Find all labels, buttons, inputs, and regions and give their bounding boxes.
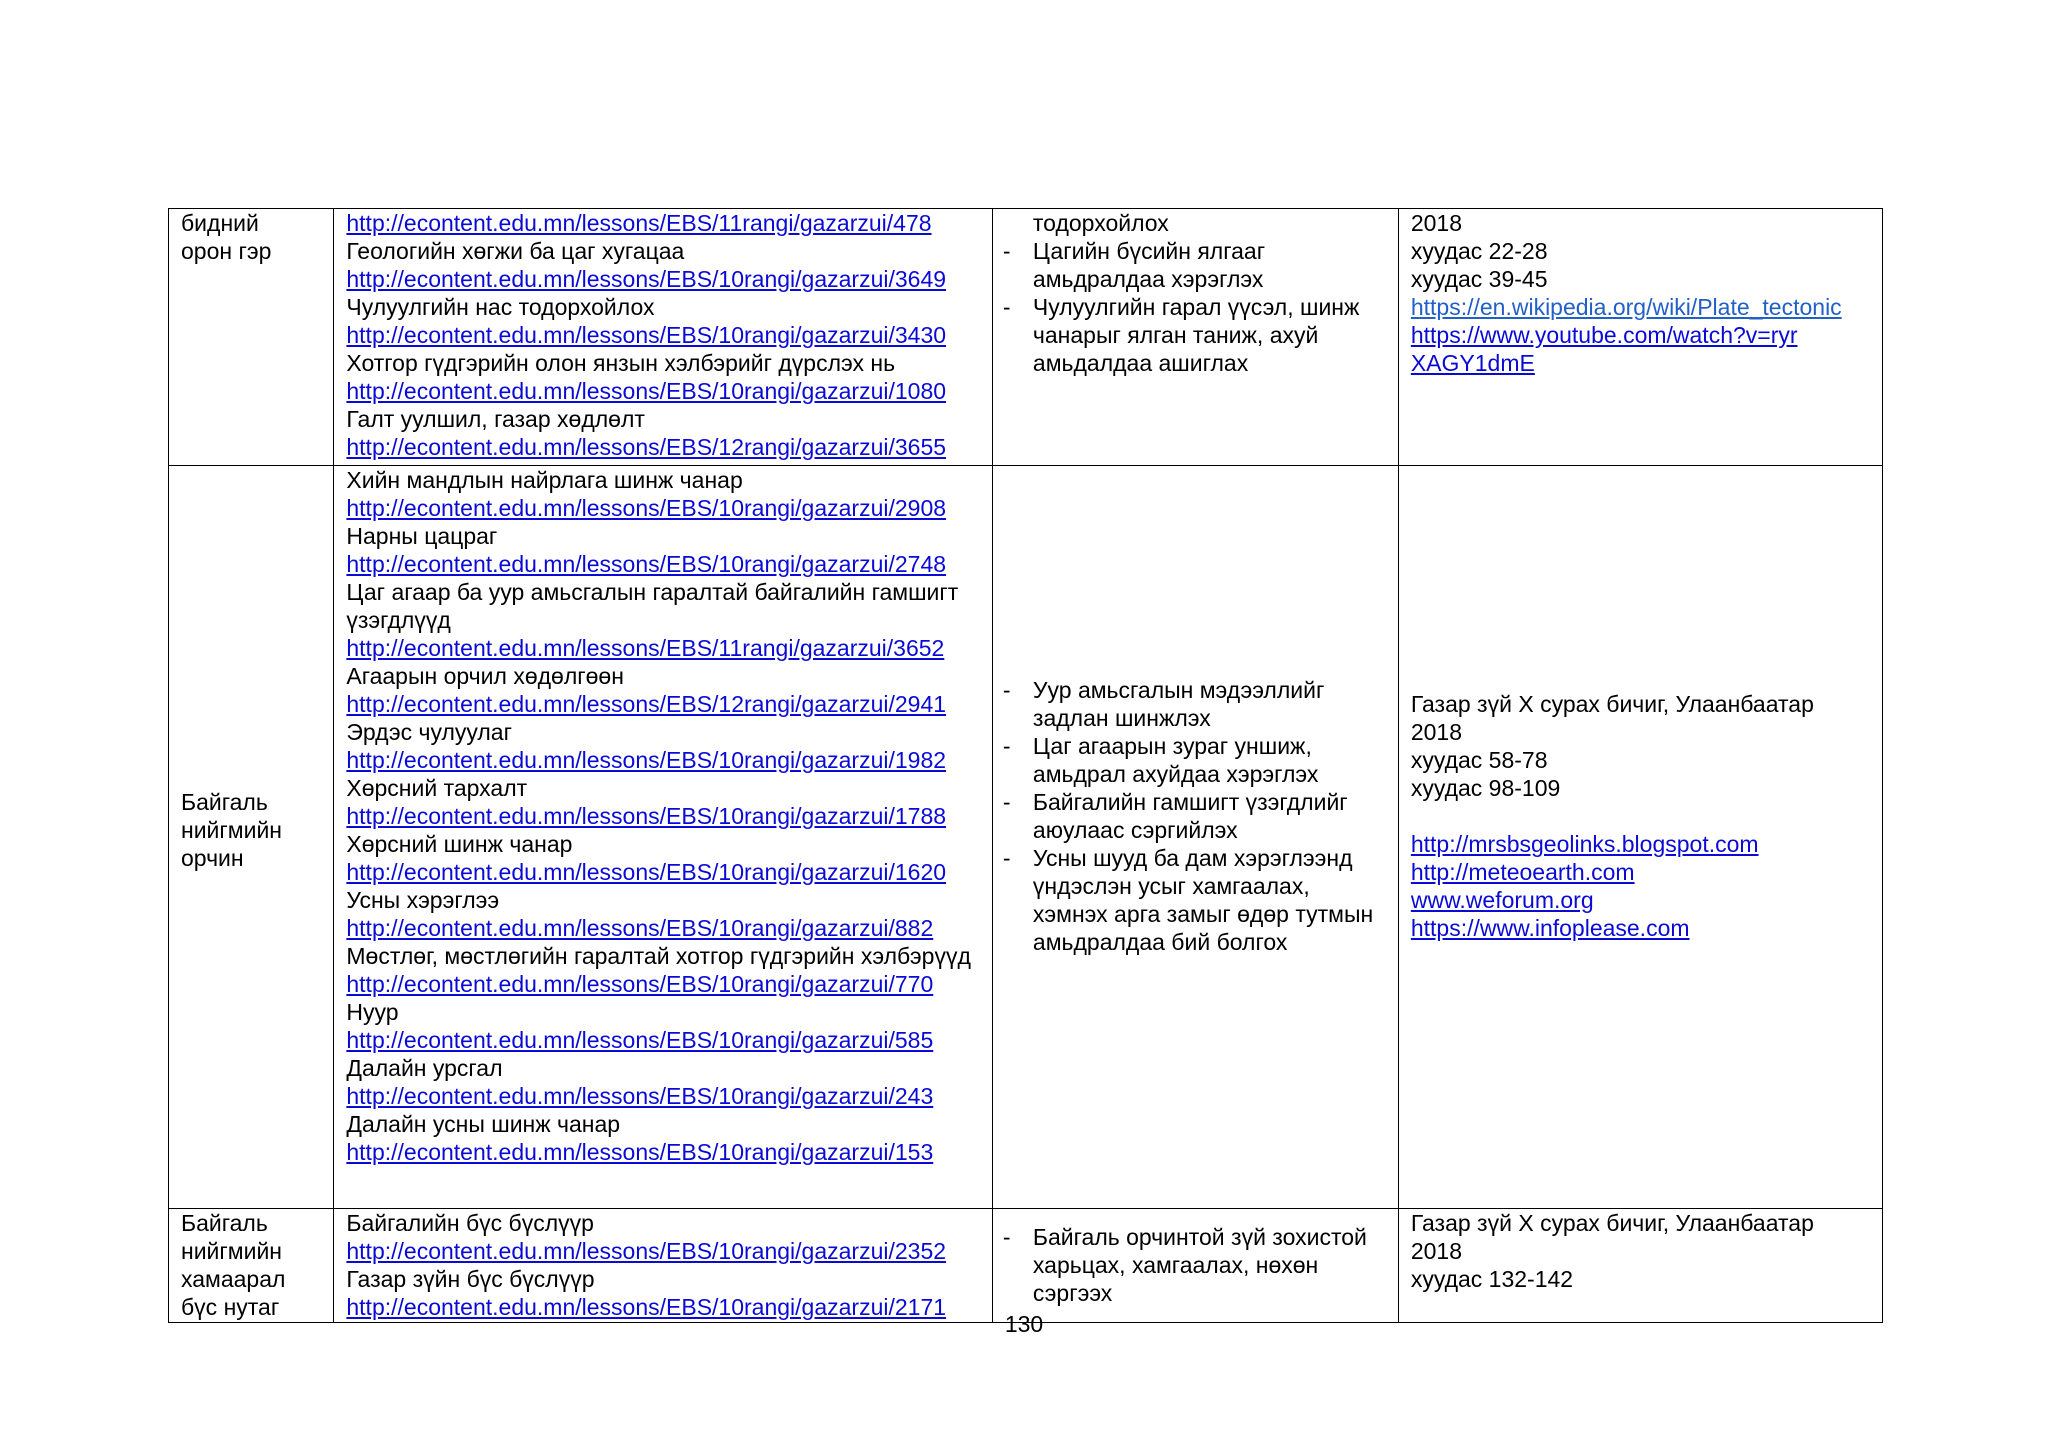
reference-text: Газар зүй X сурах бичиг, Улаанбаатар	[1410, 691, 1814, 717]
page-number: 130	[1004, 1311, 1044, 1337]
topic-line: Байгаль	[181, 789, 268, 815]
lessons-cell	[334, 466, 993, 1209]
lesson-title: Далайн урсгал	[346, 1055, 503, 1081]
skill-item: - Байгалийн гамшигт үзэгдлийг аюулаас сэргийлэх	[1003, 788, 1386, 844]
lesson-title: Хийн мандлын найрлага шинж чанар	[346, 467, 743, 493]
skill-item: - Чулуулгийн гарал үүсэл, шинж чанарыг ялган таниж, ахуй амьдалдаа ашиглах	[1003, 293, 1386, 377]
topic-cell	[169, 1209, 334, 1323]
topic-text	[181, 209, 321, 265]
skills-cell	[992, 209, 1398, 466]
lesson-title: Мөстлөг, мөстлөгийн гаралтай хотгор гүдгэрийн хэлбэрүүд	[346, 943, 971, 969]
lesson-title: Далайн усны шинж чанар	[346, 1111, 621, 1137]
skills-content	[1003, 1209, 1386, 1307]
lesson-link[interactable]: http://econtent.edu.mn/lessons/EBS/10rangi/gazarzui/1080	[346, 378, 947, 404]
skills-list	[1003, 237, 1386, 377]
lesson-link[interactable]: http://econtent.edu.mn/lessons/EBS/10rangi/gazarzui/2748	[346, 551, 947, 577]
lesson-link[interactable]: http://econtent.edu.mn/lessons/EBS/11rangi/gazarzui/478	[346, 210, 932, 236]
reference-text: хуудас 58-78	[1410, 747, 1548, 773]
skill-item: - Байгаль орчинтой зүй зохистой харьцах, хамгаалах, нөхөн сэргээх	[1003, 1223, 1386, 1307]
lesson-link[interactable]: http://econtent.edu.mn/lessons/EBS/10rangi/gazarzui/153	[346, 1139, 934, 1165]
skills-list	[1003, 1223, 1386, 1307]
topic-line: нийгмийн	[181, 1238, 282, 1264]
reference-link[interactable]: https://www.youtube.com/watch?v=ryr	[1410, 322, 1798, 348]
topic-line: Байгаль	[181, 1210, 268, 1236]
lesson-title: Цаг агаар ба уур амьсгалын гаралтай байгалийн гамшигт үзэгдлүүд	[346, 579, 959, 633]
lessons-cell	[334, 209, 993, 466]
skill-item: - Уур амьсгалын мэдээллийг задлан шинжлэх	[1003, 676, 1386, 732]
lesson-title: Эрдэс чулуулаг	[346, 719, 512, 745]
topic-line: хамаарал	[181, 1266, 286, 1292]
lesson-link[interactable]: http://econtent.edu.mn/lessons/EBS/12rangi/gazarzui/3655	[346, 434, 947, 460]
skills-content	[1003, 466, 1386, 956]
lesson-title: Галт уулшил, газар хөдлөлт	[346, 406, 645, 432]
lesson-title: Чулуулгийн нас тодорхойлох	[346, 294, 655, 320]
skills-list	[1003, 676, 1386, 956]
lesson-title: Усны хэрэглээ	[346, 887, 500, 913]
lesson-title: Хөрсний тархалт	[346, 775, 528, 801]
topic-line: орон гэр	[181, 238, 272, 264]
lesson-link[interactable]: http://econtent.edu.mn/lessons/EBS/10rangi/gazarzui/3430	[346, 322, 947, 348]
skills-cell	[992, 466, 1398, 1209]
topic-text	[181, 466, 321, 872]
lesson-link[interactable]: http://econtent.edu.mn/lessons/EBS/10rangi/gazarzui/2171	[346, 1294, 947, 1320]
references-content	[1411, 209, 1870, 377]
table-body	[169, 209, 1883, 1323]
references-content	[1411, 466, 1870, 942]
lesson-title: Нарны цацраг	[346, 523, 498, 549]
skill-item: - Цаг агаарын зураг уншиж, амьдрал ахуйдаа хэрэглэх	[1003, 732, 1386, 788]
reference-text: хуудас 22-28	[1410, 238, 1548, 264]
reference-spacer	[1411, 802, 1870, 830]
references-content	[1411, 1209, 1870, 1293]
lesson-title: Нуур	[346, 999, 399, 1025]
topic-cell	[169, 466, 334, 1209]
reference-text: хуудас 132-142	[1410, 1266, 1574, 1292]
topic-line: бидний	[181, 210, 259, 236]
skill-item: - Цагийн бүсийн ялгааг амьдралдаа хэрэглэх	[1003, 237, 1386, 293]
reference-text: 2018	[1410, 210, 1463, 236]
references-cell	[1398, 209, 1882, 466]
lesson-link[interactable]: http://econtent.edu.mn/lessons/EBS/12rangi/gazarzui/2941	[346, 691, 947, 717]
lesson-link[interactable]: http://econtent.edu.mn/lessons/EBS/10rangi/gazarzui/585	[346, 1027, 934, 1053]
lesson-link[interactable]: http://econtent.edu.mn/lessons/EBS/10rangi/gazarzui/1788	[346, 803, 947, 829]
lessons-cell	[334, 1209, 993, 1323]
skills-content	[1003, 209, 1386, 377]
lesson-link[interactable]: http://econtent.edu.mn/lessons/EBS/10rangi/gazarzui/243	[346, 1083, 934, 1109]
lesson-link[interactable]: http://econtent.edu.mn/lessons/EBS/11rangi/gazarzui/3652	[346, 635, 945, 661]
lesson-title: Байгалийн бүс бүслүүр	[346, 1210, 594, 1236]
reference-link[interactable]: http://mrsbsgeolinks.blogspot.com	[1410, 831, 1759, 857]
lesson-link[interactable]: http://econtent.edu.mn/lessons/EBS/10rangi/gazarzui/2908	[346, 495, 947, 521]
lesson-title: Хөрсний шинж чанар	[346, 831, 573, 857]
reference-link[interactable]: www.weforum.org	[1410, 887, 1594, 913]
topic-cell	[169, 209, 334, 466]
skills-cell	[992, 1209, 1398, 1323]
topic-line: орчин	[181, 845, 244, 871]
skill-item: - Усны шууд ба дам хэрэглээнд үндэслэн усыг хамгаалах, хэмнэх арга замыг өдөр тутмын амьдралдаа бий болгох	[1003, 844, 1386, 956]
reference-text: хуудас 39-45	[1410, 266, 1548, 292]
reference-link[interactable]: https://www.infoplease.com	[1410, 915, 1690, 941]
references-cell	[1398, 466, 1882, 1209]
lesson-title: Хотгор гүдгэрийн олон янзын хэлбэрийг дүрслэх нь	[346, 350, 896, 376]
reference-text: хуудас 98-109	[1410, 775, 1561, 801]
skills-lead-text: тодорхойлох	[1032, 210, 1169, 236]
lesson-title: Геологийн хөгжи ба цаг хугацаа	[346, 238, 685, 264]
table-row	[169, 209, 1883, 466]
reference-link[interactable]: http://meteoearth.com	[1410, 859, 1635, 885]
reference-text: 2018	[1410, 719, 1463, 745]
reference-text: 2018	[1410, 1238, 1463, 1264]
topic-text	[181, 1209, 321, 1321]
lesson-link[interactable]: http://econtent.edu.mn/lessons/EBS/10rangi/gazarzui/770	[346, 971, 934, 997]
references-cell	[1398, 1209, 1882, 1323]
topic-line: нийгмийн	[181, 817, 282, 843]
reference-link[interactable]: https://en.wikipedia.org/wiki/Plate_tectonic	[1410, 294, 1842, 320]
lesson-link[interactable]: http://econtent.edu.mn/lessons/EBS/10rangi/gazarzui/2352	[346, 1238, 947, 1264]
reference-link[interactable]: XAGY1dmE	[1410, 350, 1535, 376]
lesson-title: Газар зүйн бүс бүслүүр	[346, 1266, 595, 1292]
reference-text: Газар зүй X сурах бичиг, Улаанбаатар	[1410, 1210, 1814, 1236]
lesson-link[interactable]: http://econtent.edu.mn/lessons/EBS/10rangi/gazarzui/3649	[346, 266, 947, 292]
curriculum-table	[168, 208, 1883, 1323]
topic-line: бүс нутаг	[181, 1294, 280, 1320]
lesson-link[interactable]: http://econtent.edu.mn/lessons/EBS/10rangi/gazarzui/882	[346, 915, 934, 941]
lesson-title: Агаарын орчил хөдөлгөөн	[346, 663, 624, 689]
table-row	[169, 1209, 1883, 1323]
table-row	[169, 466, 1883, 1209]
lesson-link[interactable]: http://econtent.edu.mn/lessons/EBS/10rangi/gazarzui/1620	[346, 859, 947, 885]
lesson-link[interactable]: http://econtent.edu.mn/lessons/EBS/10rangi/gazarzui/1982	[346, 747, 947, 773]
